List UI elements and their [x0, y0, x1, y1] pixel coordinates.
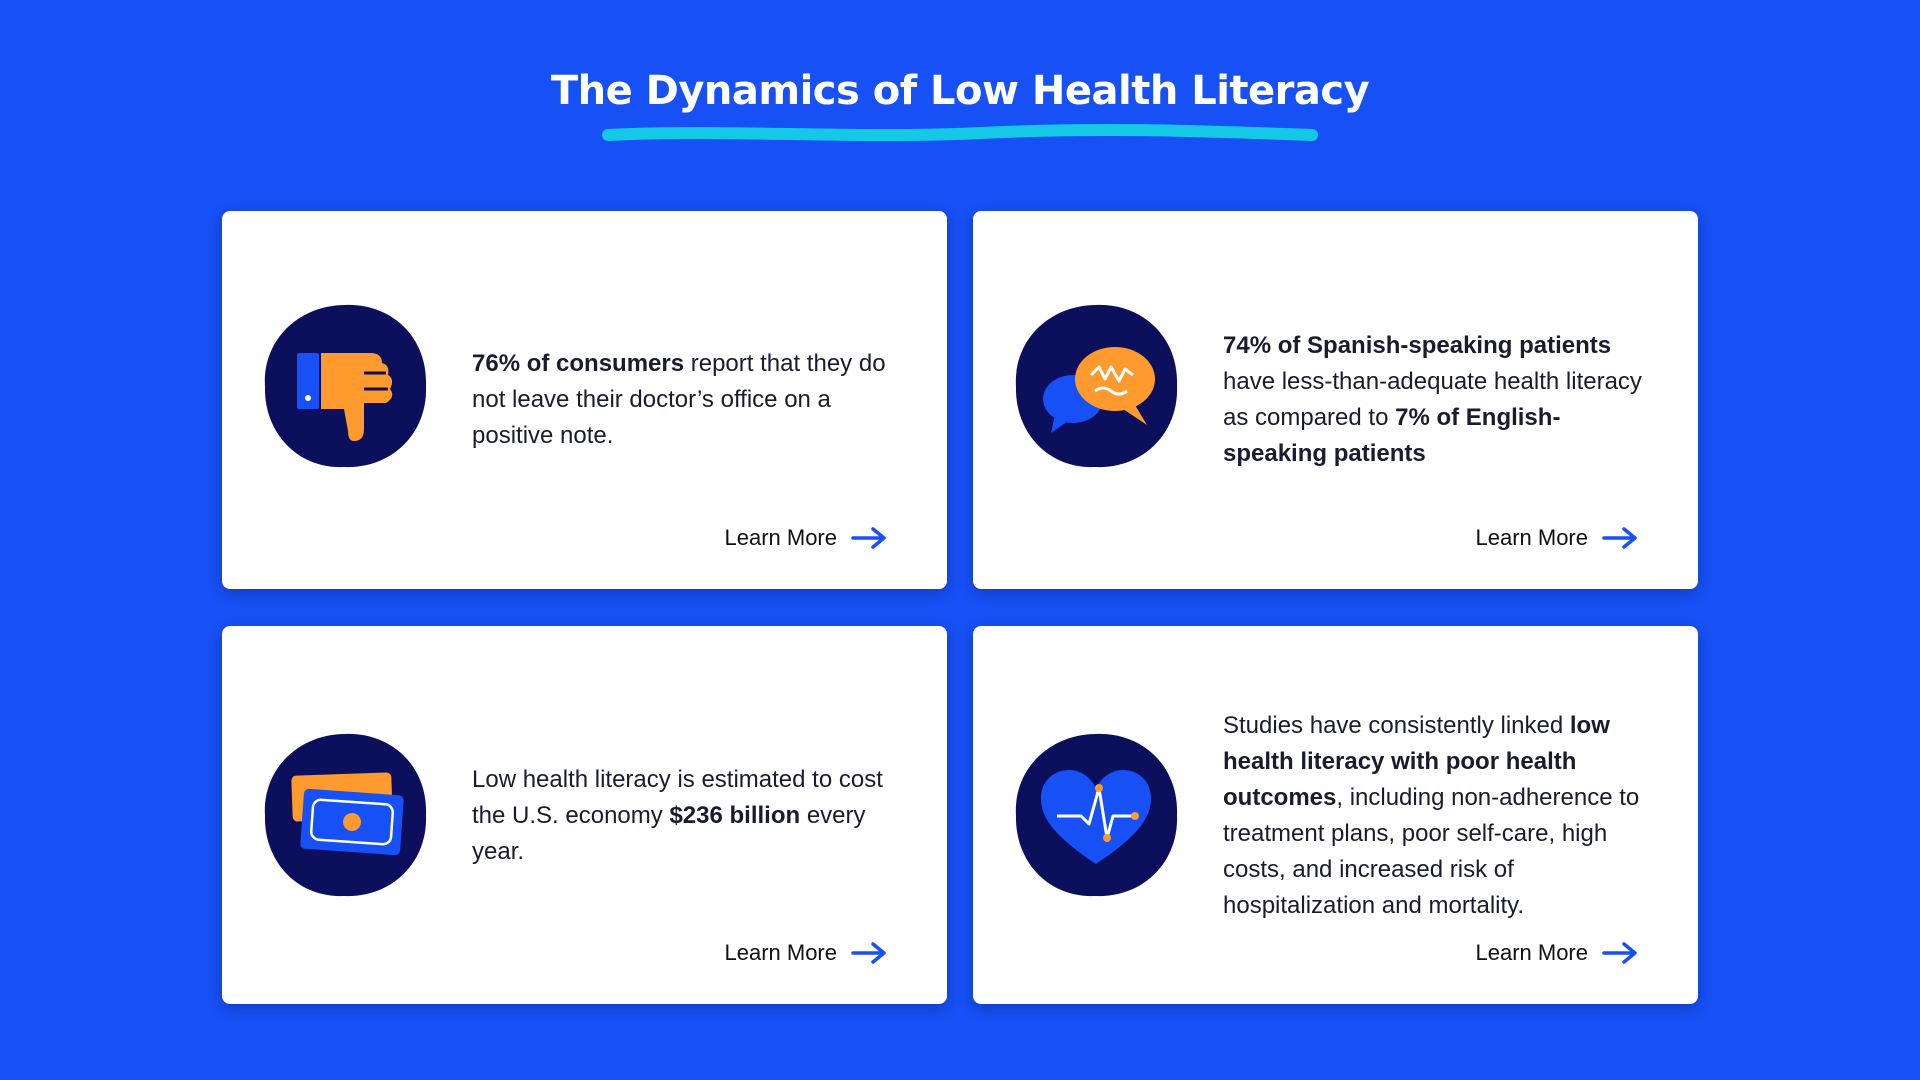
learn-more-link[interactable]: [1475, 525, 1638, 551]
learn-more-link[interactable]: [724, 940, 887, 966]
thumbs-down-icon: [260, 301, 430, 471]
body-text: have less-than-adequate health literacy as compared to: [1223, 368, 1642, 431]
title-wrap: [0, 68, 1920, 114]
learn-more-label: Learn More: [1475, 940, 1588, 965]
stat-card-spanish: [973, 211, 1698, 589]
arrow-right-icon: [851, 527, 887, 549]
highlight-text: $236 billion: [669, 802, 801, 829]
highlight-text: 74% of Spanish-speaking patients: [1223, 332, 1612, 359]
body-text: report that they do not leave their doctor’s office on a positive note.: [472, 350, 886, 449]
arrow-right-icon: [1602, 527, 1638, 549]
learn-more-link[interactable]: [1475, 940, 1638, 966]
body-text: Studies have consistently linked: [1223, 712, 1570, 739]
body-text: , including non-adherence to treatment plans, poor self-care, high costs, and increased risk of hospitalization and mortality.: [1223, 784, 1640, 919]
badge: [260, 301, 430, 471]
learn-more-label: Learn More: [724, 940, 837, 965]
money-bill-icon: [260, 730, 430, 900]
stat-card-consumers: [222, 211, 947, 589]
speech-bubbles-icon: [1011, 301, 1181, 471]
learn-more-label: Learn More: [724, 525, 837, 550]
body-text: every year.: [472, 802, 866, 865]
learn-more-label: Learn More: [1475, 525, 1588, 550]
highlight-text: 7% of English-speaking patients: [1223, 404, 1561, 467]
card-text: [1223, 708, 1643, 924]
stat-card-outcomes: [973, 626, 1698, 1004]
badge: [1011, 730, 1181, 900]
highlight-text: low health literacy with poor health outcomes: [1223, 712, 1610, 811]
badge: [1011, 301, 1181, 471]
heart-pulse-icon: [1011, 730, 1181, 900]
card-text: [1223, 328, 1643, 472]
card-text: [472, 762, 892, 870]
arrow-right-icon: [851, 942, 887, 964]
learn-more-link[interactable]: [724, 525, 887, 551]
title-underline: [600, 123, 1320, 145]
arrow-right-icon: [1602, 942, 1638, 964]
badge: [260, 730, 430, 900]
stat-card-economy: [222, 626, 947, 1004]
page-title: The Dynamics of Low Health Literacy: [550, 68, 1370, 114]
highlight-text: 76% of consumers: [472, 350, 685, 377]
card-text: [472, 346, 892, 454]
body-text: Low health literacy is estimated to cost the U.S. economy: [472, 766, 883, 829]
